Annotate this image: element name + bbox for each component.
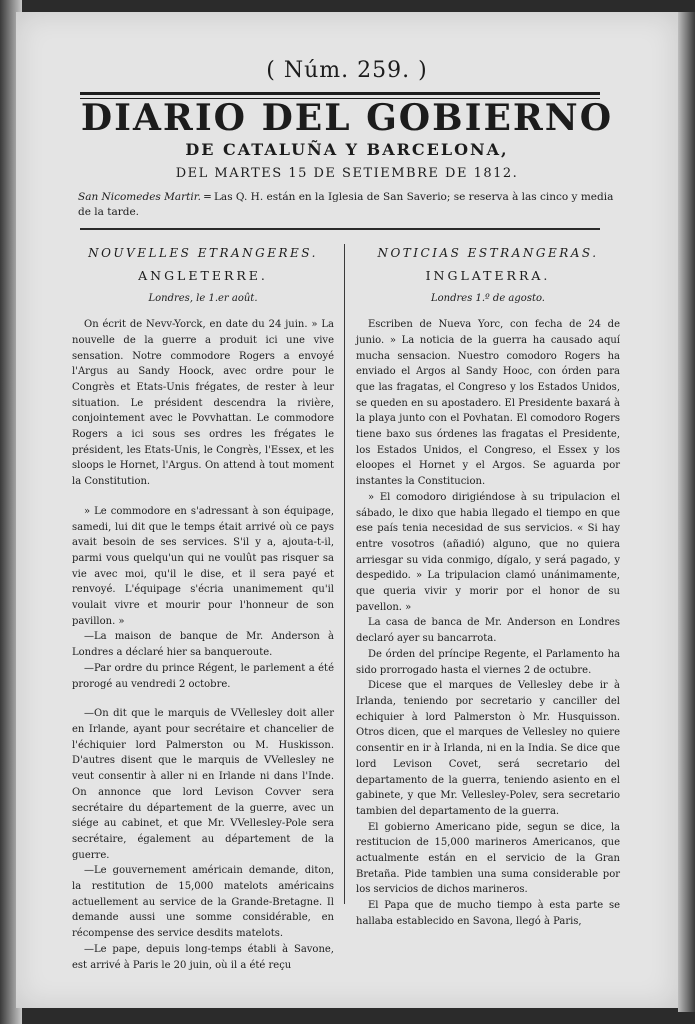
paragraph: La casa de banca de Mr. Anderson en Londres declaró ayer su bancarrota. [356, 617, 620, 645]
paragraph: El Papa que de mucho tiempo à esta parte se hallaba establecido en Savona, llegó à Paris, [356, 900, 620, 927]
paragraph: Dicese que el marques de Vellesley debe ir à Irlanda, teniendo por secretario y canciller del echiquier à lord Palmerston ò Mr. Husquisson. Otros dicen, que el marques de Vellesley no quiere consentir en ir à Irlanda, ni en la India. Se dice que lord Levison Covet, será secretario del departamento de la guerra, teniendo asiento en el gabinete, y que Mr. Vellesley-Polev, sera secretario tambien del departamento de la guerra. [356, 680, 620, 817]
page-edge-shadow [678, 12, 695, 1012]
paragraph: —Le pape, depuis long-temps établi à Savone, est arrivé à Paris le 20 juin, où il a été reçu [72, 943, 334, 971]
saint-note: ═ Las Q. H. están en la Iglesia de San Saverio; se reserva à las cinco y media de la tarde. [78, 191, 614, 218]
paragraph: Escriben de Nueva Yorc, con fecha de 24 de junio. » La noticia de la guerra ha causado aquí mucha sensacion. Nuestro comodoro Rogers ha enviado el Argos al Sandy Hooc, con órden para que las fragatas, el Congreso y los Estados Unidos, se queden en su apostadero. El Presidente baxará à la playa junto con el Povhatan. El comodoro Rogers tiene baxo sus órdenes las fragatas el Presidente, los Estados Unidos, el Congreso, el Essex y los eloopes el Hornet y el Argos. Se aguarda por instantes la Constitucion. [356, 319, 620, 488]
country-heading-spanish: INGLATERRA. [425, 267, 551, 283]
paragraph: —Le gouvernement américain demande, diton, la restitution de 15,000 matelots américains actuellement au service de la Grande-Bretagne. Il demande aussi une somme considérable, en récompense des service desdits matelots. [72, 865, 334, 940]
newspaper-page [16, 12, 678, 1008]
section-rule [80, 228, 600, 230]
issue-number: ( Núm. 259. ) [266, 58, 428, 83]
french-column [72, 240, 334, 973]
masthead-title: DIARIO DEL GOBIERNO [80, 97, 614, 139]
paragraph: » El comodoro dirigiéndose à su tripulacion el sábado, le dixo que habia llegado el tiempo en que ese país tenia necesidad de sus servicios. « Si hay entre vosotros (añadió) alguno, que no quiera arriesgar su vida conmigo, dígalo, y será pagado, y despedido. » La tripulacion clamó unánimamente, que queria vivir y morir por el honor de su pavellon. » [356, 491, 620, 613]
paragraph: —La maison de banque de Mr. Anderson à Londres a déclaré hier sa banqueroute. [72, 631, 334, 659]
section-title-spanish: NOTICIAS ESTRANGERAS. [377, 246, 599, 260]
paragraph: El gobierno Americano pide, segun se dice, la restitucion de 15,000 marineros Americanos, que actualmente están en el servicio de la Gran Bretaña. Pide tambien una suma considerable por los servicios de dichos marineros. [356, 821, 620, 896]
spanish-column [356, 240, 620, 930]
paragraph: —On dit que le marquis de VVellesley doit aller en Irlande, ayant pour secrétaire et chancelier de l'échiquier lord Palmerston ou M. Huskisson. D'autres disent que le marquis de VVellesley ne veut consentir à aller ni en Irlande ni dans l'Inde. On annonce que lord Levison Covver sera secrétaire du département de la guerre, avec un siége au cabinet, et que Mr. VVellesley-Pole sera secrétaire, également au département de la guerre. [72, 708, 334, 861]
paragraph: —Par ordre du prince Régent, le parlement a été prorogé au vendredi 2 octobre. [72, 662, 334, 690]
paragraph: De órden del príncipe Regente, el Parlamento ha sido prorrogado hasta el viernes 2 de octubre. [356, 648, 620, 676]
saint-notice [78, 190, 624, 220]
paragraph: » Le commodore en s'adressant à son équipage, samedi, lui dit que le temps était arrivé où ce pays avait besoin de ses services. S'il y a, ajouta-t-il, parmi vous quelqu'un qui ne voulût pas risquer sa vie avec moi, qu'il le dise, et il sera payé et renvoyé. L'équipage s'écria unanimement qu'il voulait vivre et mourir pour l'honneur de son pavillon. » [72, 505, 334, 627]
place-date-spanish: Londres 1.º de agosto. [431, 293, 545, 305]
masthead-subtitle: DE CATALUÑA Y BARCELONA, [185, 140, 509, 159]
country-heading-french: ANGLETERRE. [138, 267, 268, 283]
section-title-french: NOUVELLES ETRANGERES. [88, 246, 318, 260]
place-date-french: Londres, le 1.er août. [148, 293, 258, 305]
column-divider [344, 244, 345, 904]
issue-date: DEL MARTES 15 DE SETIEMBRE DE 1812. [175, 166, 519, 181]
paragraph: On écrit de Nevv-Yorck, en date du 24 juin. » La nouvelle de la guerre a produit ici une vive sensation. Notre commodore Rogers a envoyé l'Argus au Sandy Hoock, avec ordre pour le Congrès et Etats-Unis frégates, de rester à leur situation. Le président descendra la rivière, conjointement avec le Povvhattan. Le commodore Rogers a ici sous ses ordres les frégates le président, les Etats-Unis, le Congrès, l'Essex, et les sloops le Hornet, l'Argus. On attend à tout moment la Constitution. [72, 319, 334, 488]
saint-name: San Nicomedes Martir. [78, 191, 201, 203]
